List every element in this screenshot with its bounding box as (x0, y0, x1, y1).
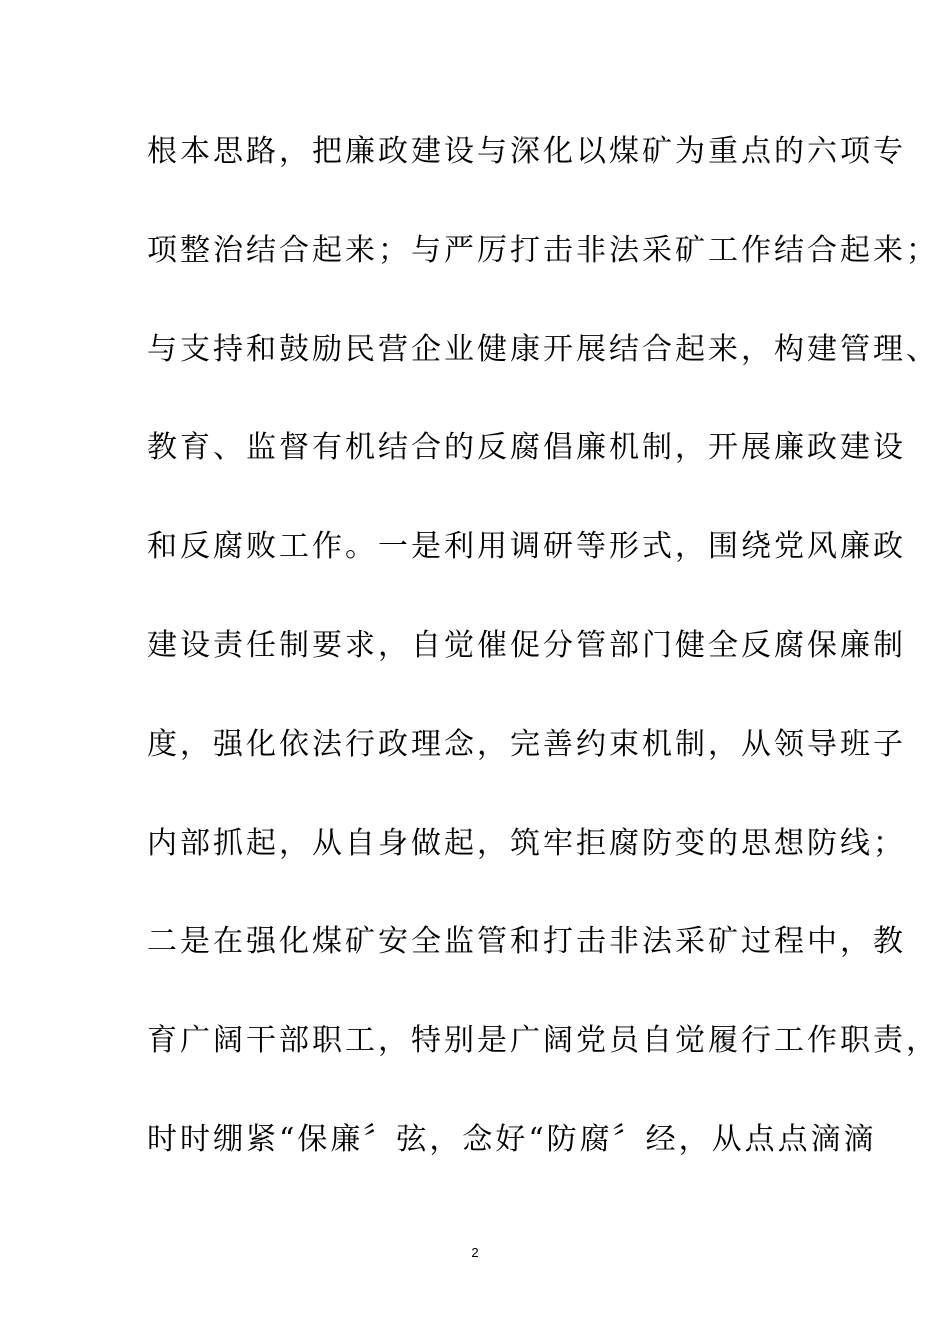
text-line-3: 与支持和鼓励民营企业健康开展结合起来，构建管理、 (147, 331, 939, 367)
text-line-1: 根本思路，把廉政建设与深化以煤矿为重点的六项专 (147, 134, 906, 169)
text-line-11: 时时绷紧“保廉〞弦，念好“防腐〞经，从点点滴滴 (147, 1121, 877, 1157)
text-line-2: 项整治结合起来；与严厉打击非法采矿工作结合起来； (147, 232, 939, 268)
text-line-6: 建设责任制要求，自觉催促分管部门健全反腐保廉制 (147, 627, 906, 663)
text-line-7: 度，强化依法行政理念，完善约束机制，从领导班子 (147, 726, 906, 762)
text-line-9: 二是在强化煤矿安全监管和打击非法采矿过程中，教 (147, 924, 906, 960)
text-line-10: 育广阔干部职工，特别是广阔党员自觉履行工作职责， (147, 1023, 939, 1059)
page-number: 2 (471, 1245, 479, 1260)
body-paragraph (147, 128, 939, 1215)
text-line-5: 和反腐败工作。一是利用调研等形式，围绕党风廉政 (147, 529, 906, 565)
text-line-4: 教育、监督有机结合的反腐倡廉机制，开展廉政建设 (147, 430, 906, 466)
text-line-8: 内部抓起，从自身做起，筑牢拒腐防变的思想防线； (147, 825, 906, 861)
